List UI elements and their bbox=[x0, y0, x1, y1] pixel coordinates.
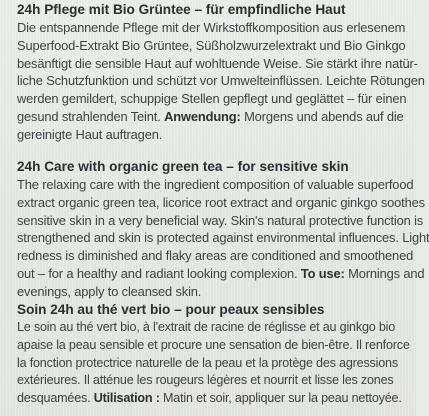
usage-label-french: Utilisation : bbox=[93, 391, 160, 406]
usage-label-german: Anwendung: bbox=[164, 108, 241, 124]
text-line: Le soin au thé vert bio, à l'extrait de racine de réglisse et au ginkgo bio bbox=[17, 320, 396, 334]
text-line: apaise la peau sensible et procure une sensation de bien-être. Il renforce bbox=[17, 337, 410, 352]
usage-label-english: To use: bbox=[300, 265, 345, 281]
section-heading-german: 24h Pflege mit Bio Grüntee – für empfindliche Haut bbox=[17, 2, 346, 17]
section-english bbox=[17, 158, 429, 301]
text-line: sensitive skin in a very beneficial way. Skin's natural protective function is bbox=[17, 212, 424, 228]
section-heading-english: 24h Care with organic green tea – for sensitive skin bbox=[17, 159, 349, 174]
text-line: extérieures. Il atténue les rougeurs légères et nourrit et lisse les zones bbox=[17, 373, 394, 388]
section-german bbox=[17, 1, 425, 144]
text-line: evenings, apply to cleansed skin. bbox=[17, 283, 202, 299]
text-line: Superfood-Extrakt Bio Grüntee, Süßholzwurzelextrakt und Bio Ginkgo bbox=[17, 37, 406, 53]
text-line bbox=[17, 108, 415, 126]
text-fragment: Matin et soir, appliquer sur la peau nettoyée. bbox=[159, 391, 402, 406]
text-line: The relaxing care with the ingredient composition of valuable superfood bbox=[17, 177, 414, 192]
text-line: extract organic green tea, licorice root extract and organic ginkgo soothes bbox=[17, 194, 425, 210]
section-french bbox=[17, 301, 415, 408]
text-line: redness is diminished and flaky areas are conditioned and smoothened bbox=[17, 248, 414, 264]
text-fragment: Mornings and bbox=[344, 265, 425, 281]
text-line: Die entspannende Pflege mit der Wirkstoffkomposition aus erlesenem bbox=[17, 20, 406, 35]
section-heading-french: Soin 24h au thé vert bio – pour peaux sensibles bbox=[17, 302, 325, 317]
text-line bbox=[17, 265, 425, 283]
text-line: werden gemildert, schuppige Stellen gepflegt und geglättet – für einen bbox=[17, 91, 407, 107]
text-fragment: desquamées. bbox=[17, 391, 91, 406]
text-line: liche Schutzfunktion und schützt vor Umwelteinflüssen. Leichte Rötungen bbox=[17, 73, 425, 89]
text-line: gereinigte Haut auftragen. bbox=[17, 126, 163, 142]
text-line: strengthened and skin is protected against environmental influences. Light bbox=[17, 230, 429, 246]
text-fragment: gesund strahlenden Teint. bbox=[17, 108, 165, 124]
text-fragment: Morgens und abends auf die bbox=[240, 108, 404, 124]
text-fragment: out – for a healthy and radiant looking complexion. bbox=[17, 265, 301, 281]
text-line: besänftigt die sensible Haut auf wohltuende Weise. Sie stärkt ihre natür- bbox=[17, 55, 418, 71]
text-line bbox=[17, 390, 415, 408]
text-line: la fonction protectrice naturelle de la peau et la protège des agressions bbox=[17, 355, 398, 370]
